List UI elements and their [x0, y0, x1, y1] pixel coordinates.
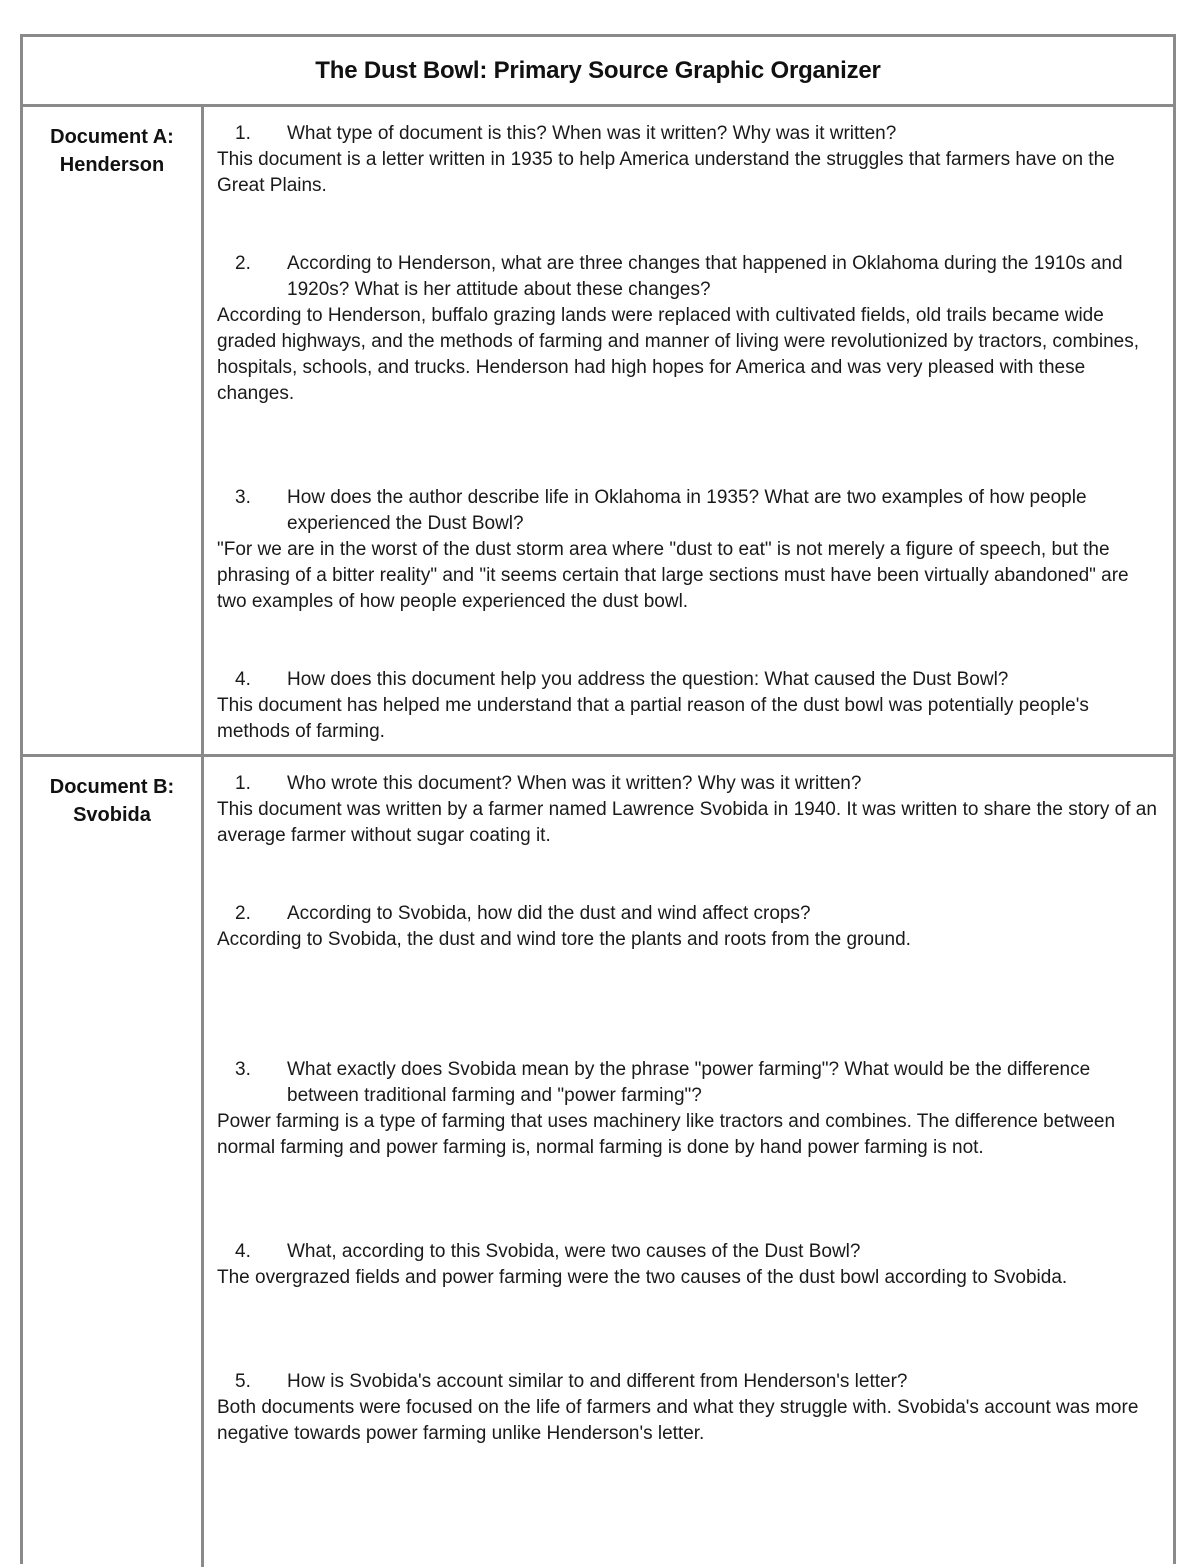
answer-text: Power farming is a type of farming that uses machinery like tractors and combines. The difference between normal farming and power farming is, normal farming is done by hand power farming is not. — [217, 1111, 1116, 1158]
document-label-line1: Document A: — [50, 126, 174, 148]
question-text: How is Svobida's account similar to and different from Henderson's letter? — [287, 1371, 908, 1392]
document-a-content — [204, 107, 1173, 754]
qa-item — [217, 251, 1161, 407]
question-text: How does this document help you address the question: What caused the Dust Bowl? — [287, 669, 1009, 690]
answer-text: Both documents were focused on the life of farmers and what they struggle with. Svobida's account was more negative towards power farming unlike Henderson's letter. — [217, 1397, 1139, 1444]
question-text: What, according to this Svobida, were two causes of the Dust Bowl? — [287, 1241, 861, 1262]
question — [217, 121, 1161, 147]
page-title: The Dust Bowl: Primary Source Graphic Organizer — [315, 56, 881, 84]
answer-text: This document was written by a farmer named Lawrence Svobida in 1940. It was written to share the story of an average farmer without sugar coating it. — [217, 799, 1157, 846]
question-number: 4. — [235, 1241, 251, 1262]
question — [217, 667, 1161, 693]
question — [217, 1369, 1161, 1395]
qa-item — [217, 667, 1161, 745]
question — [217, 901, 1161, 927]
question-number: 1. — [235, 773, 251, 794]
document-label-line2: Henderson — [59, 154, 165, 176]
question-number: 3. — [235, 487, 251, 508]
question-text: What type of document is this? When was it written? Why was it written? — [287, 123, 897, 144]
question-number: 2. — [235, 253, 251, 274]
question-number: 3. — [235, 1059, 251, 1080]
qa-item — [217, 485, 1161, 615]
question — [217, 771, 1161, 797]
qa-item — [217, 901, 1161, 953]
question-number: 5. — [235, 1371, 251, 1392]
document-b-row — [23, 757, 1173, 1567]
question-number: 4. — [235, 669, 251, 690]
answer-text: According to Henderson, buffalo grazing lands were replaced with cultivated fields, old trails became wide graded highways, and the methods of farming and manner of living were revolutionized by tractors, combines, hospitals, schools, and trucks. Henderson had high hopes for America and was very pleased with these changes. — [217, 305, 1139, 404]
qa-item — [217, 771, 1161, 849]
qa-item — [217, 1057, 1161, 1161]
qa-item — [217, 1239, 1161, 1291]
question — [217, 1057, 1161, 1109]
document-b-content — [204, 757, 1173, 1567]
document-b-label — [23, 757, 204, 1567]
question — [217, 251, 1161, 303]
question-text: How does the author describe life in Oklahoma in 1935? What are two examples of how people experienced the Dust Bowl? — [287, 487, 1087, 534]
question — [217, 485, 1161, 537]
document-a-label — [23, 107, 204, 754]
organizer-table — [20, 34, 1176, 1564]
document-label-line2: Svobida — [73, 804, 151, 826]
question — [217, 1239, 1161, 1265]
question-number: 1. — [235, 123, 251, 144]
answer-text: According to Svobida, the dust and wind tore the plants and roots from the ground. — [217, 929, 911, 950]
question-text: Who wrote this document? When was it written? Why was it written? — [287, 773, 862, 794]
qa-item — [217, 1369, 1161, 1447]
document-label-line1: Document B: — [49, 776, 175, 798]
title-row — [23, 37, 1173, 107]
question-text: According to Svobida, how did the dust and wind affect crops? — [287, 903, 811, 924]
answer-text: This document has helped me understand that a partial reason of the dust bowl was potentially people's methods of farming. — [217, 695, 1089, 742]
qa-item — [217, 121, 1161, 199]
answer-text: The overgrazed fields and power farming were the two causes of the dust bowl according to Svobida. — [217, 1267, 1068, 1288]
answer-text: This document is a letter written in 1935 to help America understand the struggles that farmers have on the Great Plains. — [217, 149, 1115, 196]
document-a-row — [23, 107, 1173, 757]
answer-text: "For we are in the worst of the dust storm area where "dust to eat" is not merely a figure of speech, but the phrasing of a bitter reality" and "it seems certain that large sections must have been virtually abandoned" are two examples of how people experienced the dust bowl. — [217, 539, 1129, 612]
question-text: What exactly does Svobida mean by the phrase "power farming"? What would be the difference between traditional farming and "power farming"? — [287, 1059, 1091, 1106]
question-text: According to Henderson, what are three changes that happened in Oklahoma during the 1910s and 1920s? What is her attitude about these changes? — [287, 253, 1123, 300]
question-number: 2. — [235, 903, 251, 924]
